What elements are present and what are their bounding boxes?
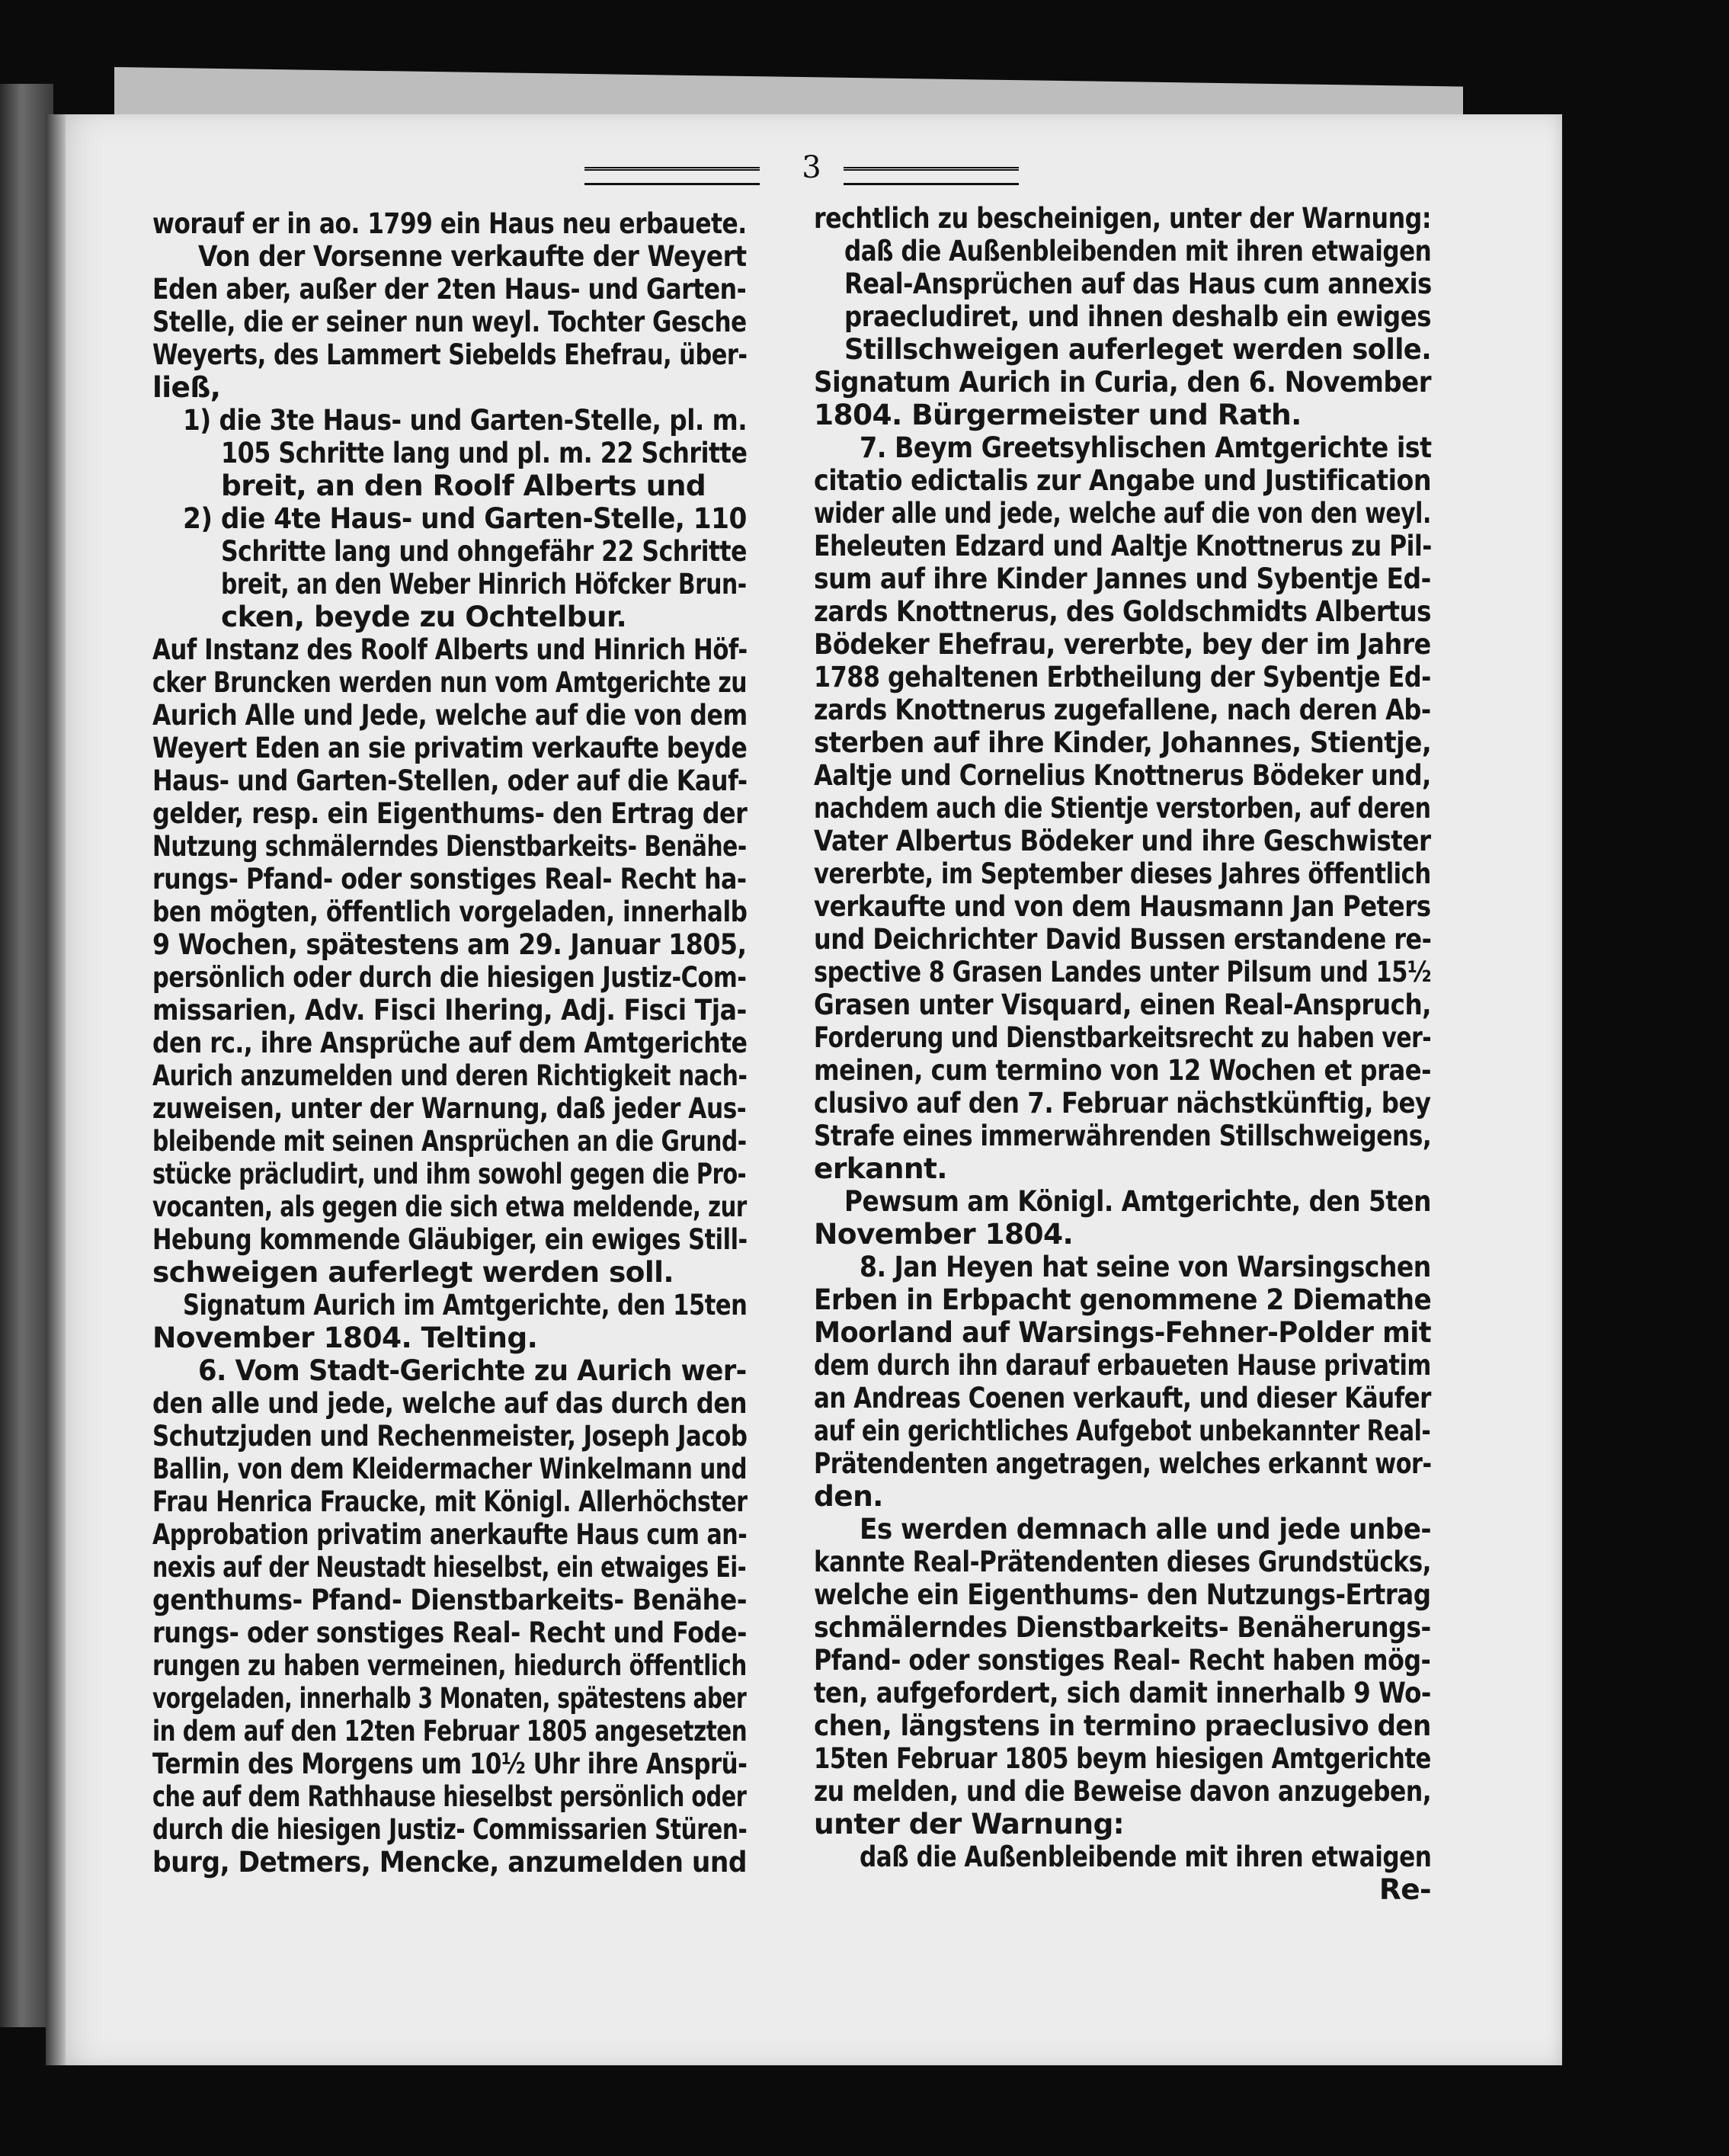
text-line: stücke präcludirt, und ihm sowohl gegen die Pro- — [152, 1157, 747, 1190]
text-line: Auf Instanz des Roolf Alberts und Hinrich Höf- — [152, 633, 748, 666]
text-line: praecludiret, und ihnen deshalb ein ewiges — [844, 300, 1431, 333]
text-line: nachdem auch die Stientje verstorben, auf deren — [814, 791, 1431, 825]
text-line: Pfand- oder sonstiges Real- Recht haben mög- — [814, 1643, 1431, 1677]
text-line: rechtlich zu bescheinigen, unter der Warnung: — [814, 201, 1431, 235]
text-line: genthums- Pfand- Dienstbarkeits- Benähe- — [152, 1583, 748, 1616]
text-line: ließ, — [152, 370, 221, 404]
text-line: bleibende mit seinen Ansprüchen an die Grund- — [152, 1124, 747, 1158]
text-line: zu melden, und die Beweise davon anzugeben, — [814, 1774, 1432, 1808]
text-line: gelder, resp. ein Eigenthums- den Ertrag der — [152, 796, 748, 830]
text-line: nexis auf der Neustadt hieselbst, ein etwaiges Ei- — [152, 1550, 747, 1584]
text-line: Frau Henrica Fraucke, mit Königl. Allerhöchster — [152, 1485, 748, 1518]
text-line: 105 Schritte lang und pl. m. 22 Schritte — [221, 436, 748, 469]
text-line: den. — [814, 1479, 883, 1513]
text-line: Eheleuten Edzard und Aaltje Knottnerus zu Pil- — [814, 529, 1432, 562]
text-line: Haus- und Garten-Stellen, oder auf die Kauf- — [152, 764, 748, 797]
text-line: worauf er in ao. 1799 ein Haus neu erbauete. — [152, 207, 747, 240]
text-line: und Deichrichter David Bussen erstandene re- — [814, 922, 1432, 956]
text-line: verkaufte und von dem Hausmann Jan Peters — [814, 889, 1431, 923]
text-line: sterben auf ihre Kinder, Johannes, Stientje, — [814, 726, 1432, 759]
text-line: Pewsum am Königl. Amtgerichte, den 5ten — [844, 1184, 1431, 1218]
text-line: Weyert Eden an sie privatim verkaufte beyde — [152, 731, 748, 764]
text-line: zards Knottnerus zugefallene, nach deren Ab- — [814, 693, 1431, 726]
right-column — [814, 202, 1431, 1906]
text-line: dem durch ihn darauf erbaueten Hause privatim — [814, 1348, 1431, 1382]
text-line: clusivo auf den 7. Februar nächstkünftig, bey — [814, 1086, 1431, 1120]
text-line: Re- — [1378, 1872, 1431, 1906]
text-line: Signatum Aurich in Curia, den 6. November — [814, 365, 1431, 399]
text-line: zards Knottnerus, des Goldschmidts Albertus — [814, 594, 1431, 628]
text-line: chen, längstens in termino praeclusivo den — [814, 1709, 1431, 1742]
text-line: durch die hiesigen Justiz- Commissarien Stüren- — [152, 1812, 748, 1846]
text-line: daß die Außenbleibenden mit ihren etwaigen — [844, 234, 1432, 267]
text-line: persönlich oder durch die hiesigen Justiz-Com- — [152, 960, 747, 994]
text-line: che auf dem Rathhause hieselbst persönlich oder — [152, 1780, 747, 1813]
text-line: Stillschweigen auferleget werden solle. — [844, 332, 1432, 366]
text-line: Approbation privatim anerkaufte Haus cum an- — [152, 1517, 748, 1551]
header-rule-right — [844, 167, 1019, 185]
header-rule-left — [584, 167, 760, 185]
text-line: Eden aber, außer der 2ten Haus- und Garten- — [152, 272, 747, 306]
text-line: Grasen unter Visquard, einen Real-Anspruch, — [814, 988, 1432, 1021]
text-line: ten, aufgefordert, sich damit innerhalb 9 Wo- — [814, 1676, 1431, 1709]
text-line: in dem auf den 12ten Februar 1805 angesetzten — [152, 1714, 748, 1748]
text-line: schweigen auferlegt werden soll. — [152, 1255, 674, 1289]
text-line: auf ein gerichtliches Aufgebot unbekannter Real- — [814, 1414, 1431, 1447]
text-line: Ballin, von dem Kleidermacher Winkelmann und — [152, 1452, 748, 1485]
text-line: Prätendenten angetragen, welches erkannt wor- — [814, 1446, 1432, 1480]
text-line: vocanten, als gegen die sich etwa meldende, zur — [152, 1190, 747, 1223]
text-line: vererbte, im September dieses Jahres öffentlich — [814, 857, 1431, 890]
text-line: ben mögten, öffentlich vorgeladen, innerhalb — [152, 895, 748, 928]
text-line: 8. Jan Heyen hat seine von Warsingschen — [860, 1250, 1431, 1283]
text-line: Aaltje und Cornelius Knottnerus Bödeker und, — [814, 758, 1431, 792]
text-line: citatio edictalis zur Angabe und Justification — [814, 463, 1432, 497]
text-line: 2) die 4te Haus- und Garten-Stelle, 110 — [183, 501, 747, 535]
text-line: Hebung kommende Gläubiger, ein ewiges Still- — [152, 1222, 748, 1256]
text-line: Schritte lang und ohngefähr 22 Schritte — [221, 534, 747, 568]
text-line: 1) die 3te Haus- und Garten-Stelle, pl. m. — [183, 403, 748, 437]
text-line: Von der Vorsenne verkaufte der Weyert — [198, 239, 747, 273]
text-line: 15ten Februar 1805 beym hiesigen Amtgerichte — [814, 1741, 1431, 1775]
text-line: schmälerndes Dienstbarkeits- Benäherungs- — [814, 1610, 1431, 1644]
text-line: erkannt. — [814, 1152, 947, 1185]
text-line: rungen zu haben vermeinen, hiedurch öffentlich — [152, 1648, 747, 1682]
text-line: Vater Albertus Bödeker und ihre Geschwister — [814, 824, 1431, 857]
text-line: 1788 gehaltenen Erbtheilung der Sybentje Ed- — [814, 660, 1431, 694]
text-line: rungs- oder sonstiges Real- Recht und Fode- — [152, 1616, 747, 1649]
text-line: burg, Detmers, Mencke, anzumelden und — [152, 1845, 747, 1879]
text-line: daß die Außenbleibende mit ihren etwaigen — [860, 1840, 1432, 1873]
text-line: November 1804. — [814, 1217, 1074, 1251]
text-line: Aurich anzumelden und deren Richtigkeit nach- — [152, 1059, 748, 1092]
text-line: Termin des Morgens um 10½ Uhr ihre Ansprü- — [152, 1747, 748, 1780]
text-line: Signatum Aurich im Amtgerichte, den 15ten — [183, 1288, 748, 1321]
text-line: Es werden demnach alle und jede unbe- — [860, 1512, 1432, 1546]
text-line: den alle und jede, welche auf das durch den — [152, 1386, 748, 1420]
text-line: breit, an den Roolf Alberts und — [221, 469, 706, 502]
text-line: 7. Beym Greetsyhlischen Amtgerichte ist — [860, 431, 1432, 464]
text-line: Moorland auf Warsings-Fehner-Polder mit — [814, 1315, 1432, 1349]
text-line: Forderung und Dienstbarkeitsrecht zu haben ver- — [814, 1020, 1432, 1054]
text-line: Weyerts, des Lammert Siebelds Ehefrau, über- — [152, 338, 748, 371]
text-line: den rc., ihre Ansprüche auf dem Amtgerichte — [152, 1026, 748, 1059]
page-gutter-shadow — [46, 114, 66, 2065]
text-line: cker Bruncken werden nun vom Amtgerichte zu — [152, 665, 748, 699]
text-line: Erben in Erbpacht genommene 2 Diemathe — [814, 1283, 1432, 1316]
text-line: 1804. Bürgermeister und Rath. — [814, 398, 1302, 431]
text-line: kannte Real-Prätendenten dieses Grundstücks, — [814, 1545, 1432, 1578]
text-line: zuweisen, unter der Warnung, daß jeder Aus- — [152, 1091, 747, 1125]
text-line: 9 Wochen, spätestens am 29. Januar 1805, — [152, 927, 747, 961]
text-line: welche ein Eigenthums- den Nutzungs-Ertrag — [814, 1578, 1431, 1611]
page-header — [584, 150, 1019, 188]
text-line: Stelle, die er seiner nun weyl. Tochter Gesche — [152, 305, 747, 338]
text-line: meinen, cum termino von 12 Wochen et prae- — [814, 1053, 1431, 1087]
text-line: cken, beyde zu Ochtelbur. — [221, 600, 627, 633]
text-line: missarien, Adv. Fisci Ihering, Adj. Fisci Tja- — [152, 993, 747, 1027]
left-column — [152, 207, 747, 1879]
text-line: Bödeker Ehefrau, vererbte, bey der im Jahre — [814, 627, 1431, 661]
text-line: unter der Warnung: — [814, 1807, 1125, 1840]
text-line: spective 8 Grasen Landes unter Pilsum und 15½ — [814, 955, 1432, 988]
text-line: rungs- Pfand- oder sonstiges Real- Recht ha- — [152, 862, 747, 895]
page-number: 3 — [802, 150, 821, 185]
text-line: November 1804. Telting. — [152, 1321, 538, 1354]
text-line: Nutzung schmälerndes Dienstbarkeits- Benähe- — [152, 829, 747, 863]
text-line: Strafe eines immerwährenden Stillschweigens, — [814, 1119, 1432, 1152]
text-line: wider alle und jede, welche auf die von den weyl. — [814, 496, 1431, 530]
text-line: Real-Ansprüchen auf das Haus cum annexis — [844, 267, 1432, 300]
text-line: Aurich Alle und Jede, welche auf die von dem — [152, 698, 748, 732]
text-line: sum auf ihre Kinder Jannes und Sybentje Ed- — [814, 562, 1431, 595]
text-line: Schutzjuden und Rechenmeister, Joseph Jacob — [152, 1419, 748, 1453]
text-line: an Andreas Coenen verkauft, und dieser Käufer — [814, 1381, 1431, 1414]
text-line: 6. Vom Stadt-Gerichte zu Aurich wer- — [198, 1354, 747, 1387]
text-line: breit, an den Weber Hinrich Höfcker Brun- — [221, 567, 747, 601]
text-line: vorgeladen, innerhalb 3 Monaten, spätestens aber — [152, 1681, 747, 1715]
